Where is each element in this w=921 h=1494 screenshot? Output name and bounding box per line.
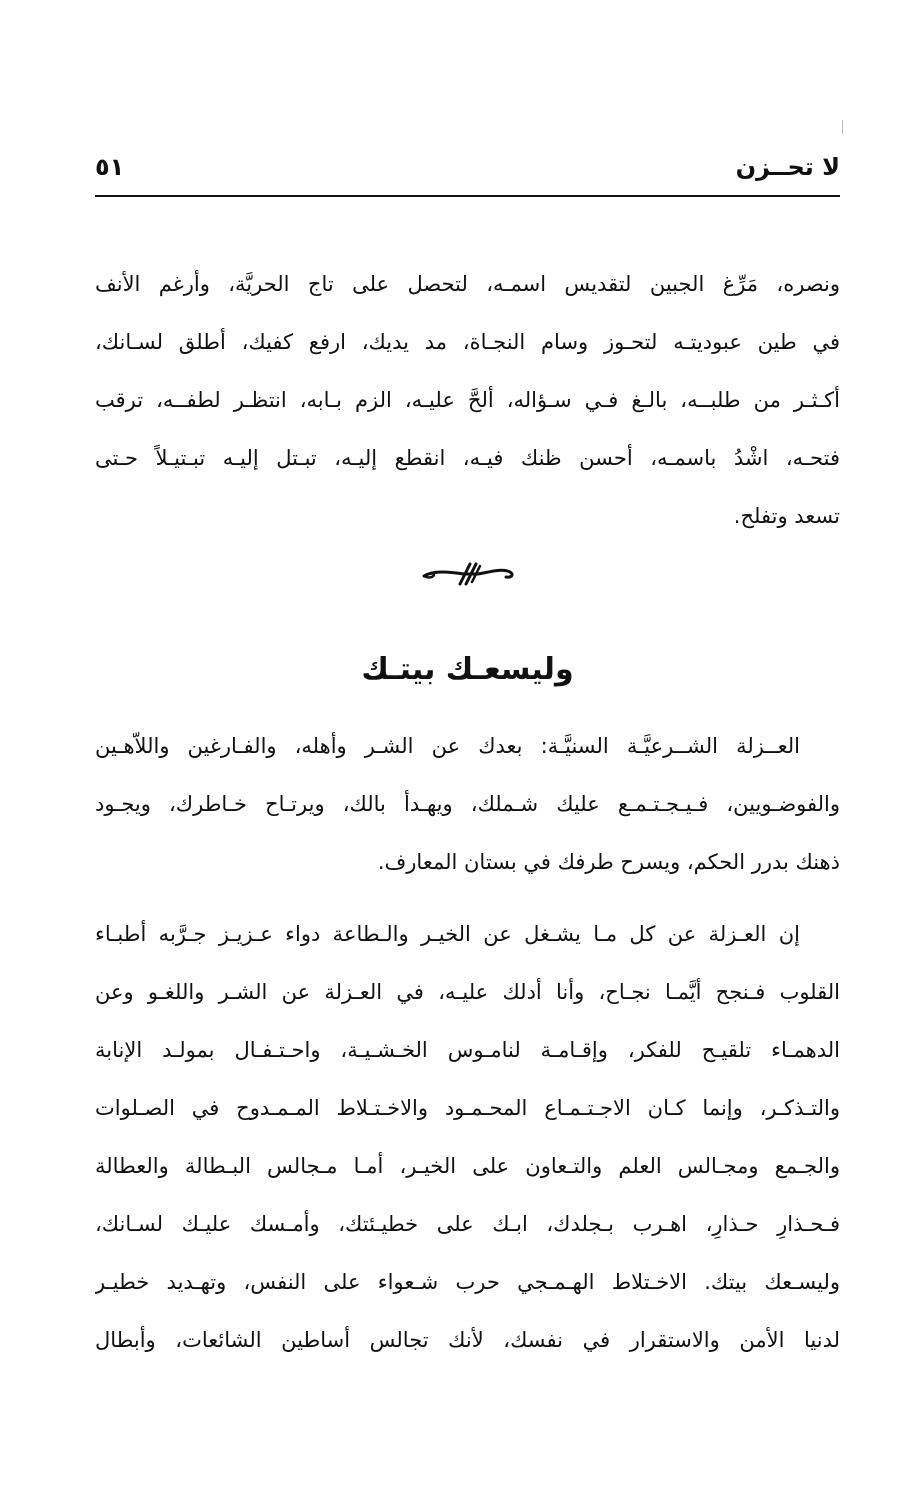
text-line: ذهنك بدرر الحكم، ويسرح طرفك في بستان المعارف.	[377, 850, 840, 874]
ornament-divider-icon	[420, 560, 516, 588]
text-line: تسعد وتفلح.	[733, 504, 840, 528]
paragraph-intro	[95, 717, 840, 891]
text-line: وليسـعك بيتك. الاخـتلاط الهـمـجي حرب شـعواء على النفس، وتهـديد خطيـر	[95, 1270, 840, 1294]
text-line: القلوب فـنجح أيَّمـا نجـاح، وأنا أدلك عليـه، في العـزلة عن الشـر واللغـو وعن	[95, 980, 840, 1004]
text-line: إن العـزلة عن كل مـا يشـغل عن الخيـر والـطاعة دواء عـزيـز جـرَّبه أطبـاء	[95, 922, 800, 946]
text-line: أكـثـر من طلبــه، بالـغ فـي سـؤاله، ألحَّ عليـه، الزم بـابه، انتظـر لطفــه، ترقب	[95, 388, 840, 412]
scan-mark	[842, 120, 843, 134]
text-line: فـحـذارِ حـذارِ، اهـرب بـجلدك، ابـك على خطيـئتك، وأمـسك عليـك لسـانك،	[95, 1212, 840, 1236]
text-line: لدنيا الأمن والاستقرار في نفسك، لأنك تجالس أساطين الشائعات، وأبطال	[95, 1328, 840, 1352]
text-line: والجـمع ومجـالس العلم والتـعاون على الخيـر، أمـا مـجالس البـطالة والعطالة	[95, 1154, 840, 1178]
text-line: الدهمـاء تلقيـح للفكر، وإقـامـة لنامـوس الخـشـيـة، واحـتـفـال بمولـد الإنابة	[95, 1038, 840, 1062]
paragraph-body	[95, 905, 840, 1369]
text-line: والتـذكـر، وإنما كـان الاجـتـمـاع المحـمـود والاخـتـلاط المـمـدوح في الصـلوات	[95, 1096, 840, 1120]
text-line: والفوضـويين، فـيـجـتـمـع عليك شـملك، ويهـدأ بالك، ويرتـاح خـاطرك، ويجـود	[95, 792, 840, 816]
page-number: ٥١	[95, 153, 125, 181]
paragraph-continuation	[95, 255, 840, 545]
text-line: فتحـه، اشْدُ باسمـه، أحسن ظنك فيـه، انقطع إليـه، تبـتل إليـه تبـتيـلاً حـتى	[95, 446, 840, 470]
header-rule	[95, 195, 840, 197]
text-line: العــزلة الشــرعيَّـة السنيَّـة: بعدك عن الشـر وأهله، والفـارغين واللاّهـين	[95, 734, 800, 758]
book-title: لا تحــزن	[735, 153, 840, 181]
text-line: في طين عبوديتـه لتحـوز وسام النجـاة، مد يديك، ارفع كفيك، أطلق لسـانك،	[95, 330, 840, 354]
running-header	[95, 150, 840, 190]
section-heading: وليسعـك بيتـك	[361, 652, 574, 687]
text-line: ونصره، مَرِّغ الجبين لتقديس اسمـه، لتحصل على تاج الحريَّة، وأرغم الأنف	[95, 272, 840, 296]
